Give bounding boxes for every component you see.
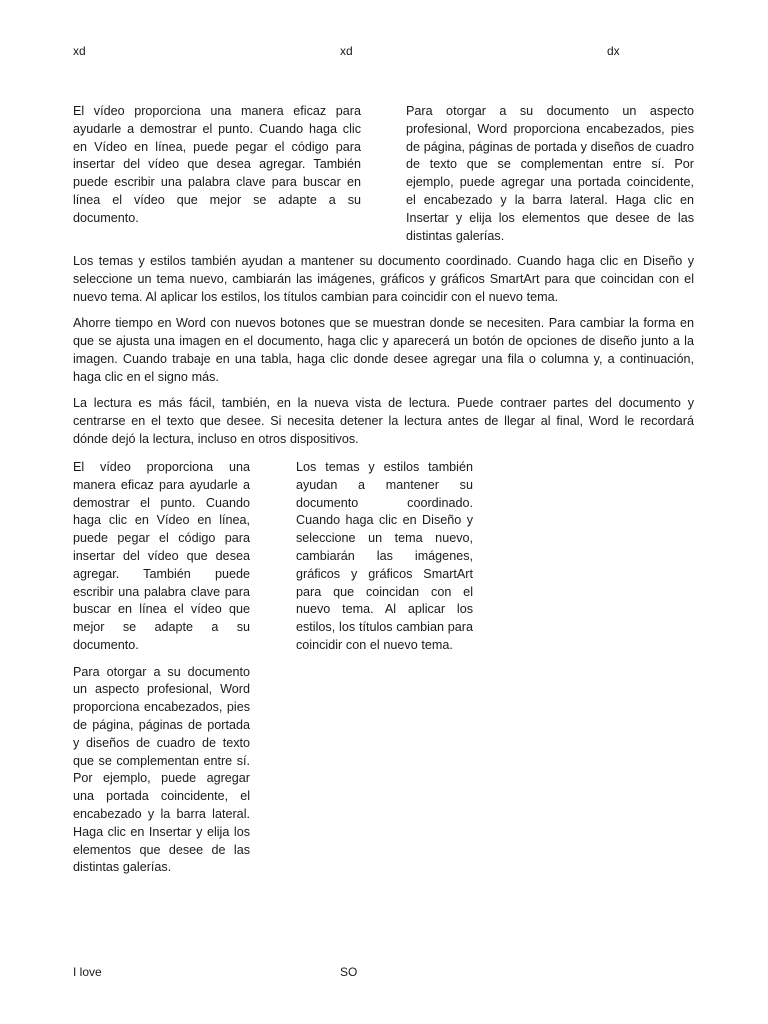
full-width-section	[73, 253, 694, 458]
top-column-left	[73, 103, 361, 236]
paragraph: Los temas y estilos también ayudan a mantener su documento coordinado. Cuando haga clic en Diseño y seleccione un tema nuevo, cambiarán las imágenes, gráficos y gráficos SmartArt para que coincidan con el nuevo tema. Al aplicar los estilos, los títulos cambian para coincidir con el nuevo tema.	[296, 460, 473, 652]
paragraph: La lectura es más fácil, también, en la nueva vista de lectura. Puede contraer partes del documento y centrarse en el texto que desee. Si necesita detener la lectura antes de llegar al final, Word le recordará dónde dejó la lectura, incluso en otros dispositivos.	[73, 396, 694, 446]
paragraph: Ahorre tiempo en Word con nuevos botones que se muestran donde se necesiten. Para cambiar la forma en que se ajusta una imagen en el documento, haga clic y aparecerá un botón de opciones de diseño junto a la imagen. Cuando trabaje en una tabla, haga clic donde desee agregar una fila o columna y, a continuación, haga clic en el signo más.	[73, 316, 694, 384]
footer-left: I love	[73, 965, 102, 979]
paragraph: El vídeo proporciona una manera eficaz para ayudarle a demostrar el punto. Cuando haga clic en Vídeo en línea, puede pegar el código para insertar del vídeo que desea agregar. También puede escribir una palabra clave para buscar en línea el vídeo que mejor se adapte a su documento.	[73, 104, 361, 225]
paragraph: Para otorgar a su documento un aspecto profesional, Word proporciona encabezados, pies de página, páginas de portada y diseños de cuadro de texto que se complementan entre sí. Por ejemplo, puede agregar una portada coincidente, el encabezado y la barra lateral. Haga clic en Insertar y elija los elementos que desee de las distintas galerías.	[73, 664, 250, 875]
footer-center: SO	[340, 965, 358, 979]
header-left: xd	[73, 44, 86, 58]
paragraph: El vídeo proporciona una manera eficaz para ayudarle a demostrar el punto. Cuando haga clic en Vídeo en línea, puede pegar el código para insertar del vídeo que desea agregar. También puede escribir una palabra clave para buscar en línea el vídeo que mejor se adapte a su documento.	[73, 460, 250, 652]
bottom-column-left	[73, 459, 250, 886]
paragraph: Los temas y estilos también ayudan a mantener su documento coordinado. Cuando haga clic en Diseño y seleccione un tema nuevo, cambiarán las imágenes, gráficos y gráficos SmartArt para que coincidan con el nuevo tema. Al aplicar los estilos, los títulos cambian para coincidir con el nuevo tema.	[73, 254, 694, 304]
paragraph: Para otorgar a su documento un aspecto profesional, Word proporciona encabezados, pies de página, páginas de portada y diseños de cuadro de texto que se complementan entre sí. Por ejemplo, puede agregar una portada coincidente, el encabezado y la barra lateral. Haga clic en Insertar y elija los elementos que desee de las distintas galerías.	[406, 104, 694, 243]
top-column-right	[406, 103, 694, 254]
bottom-column-middle	[296, 459, 473, 664]
header-right: dx	[607, 44, 620, 58]
header-center: xd	[340, 44, 353, 58]
